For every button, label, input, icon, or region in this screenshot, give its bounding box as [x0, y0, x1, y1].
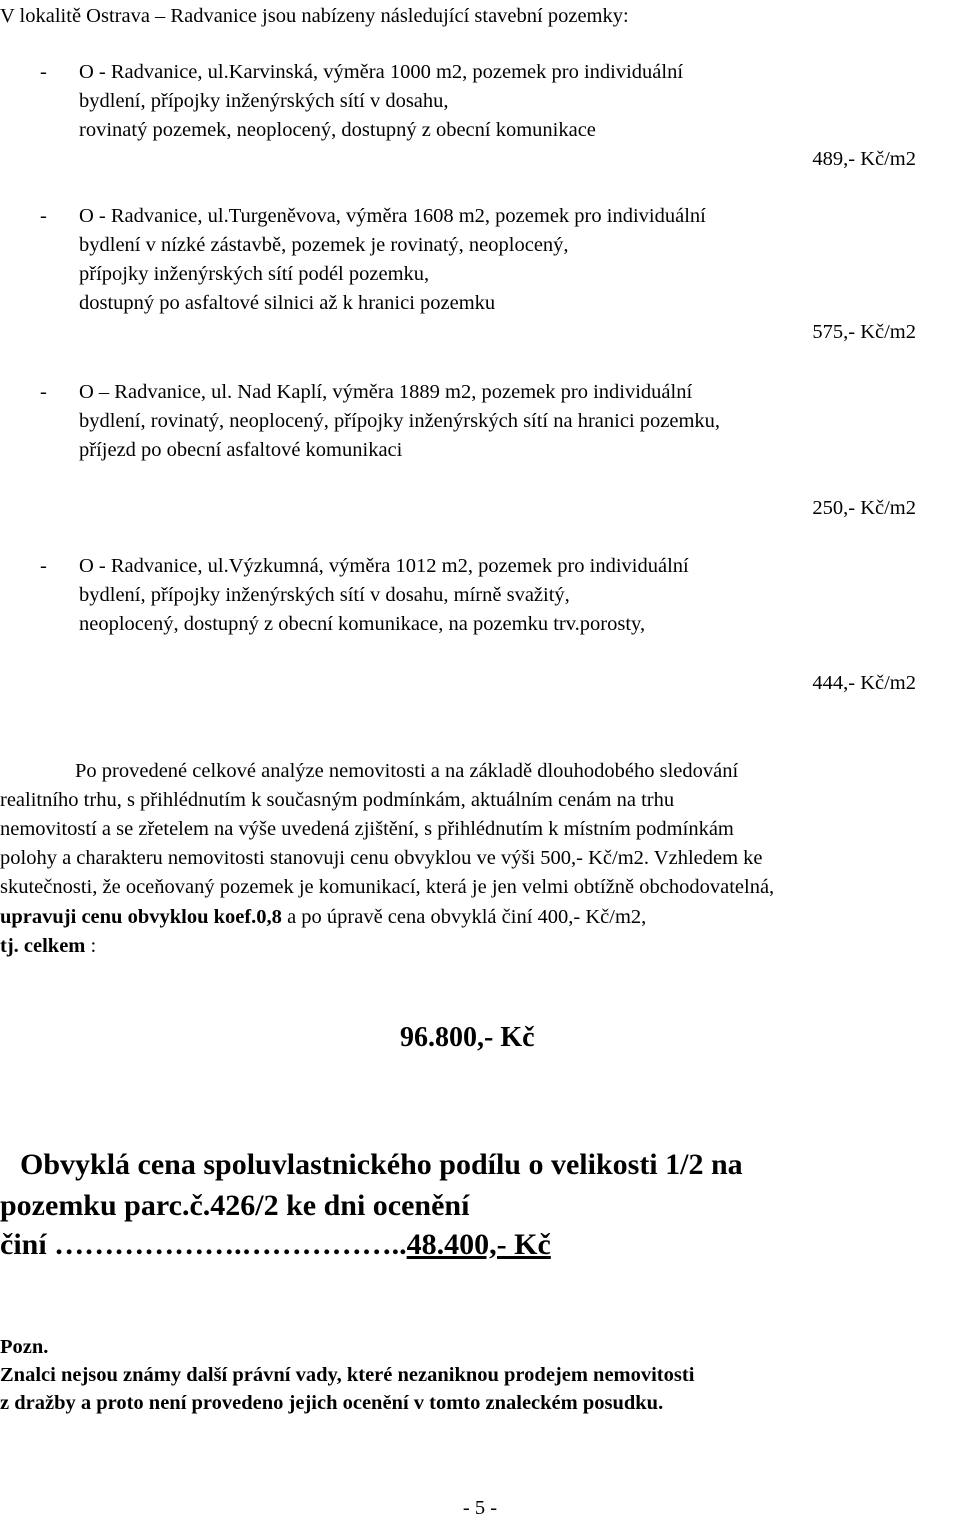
item-line: bydlení, přípojky inženýrských sítí v dosahu, — [79, 90, 449, 112]
note-line: Znalci nejsou známy další právní vady, které nezaniknou prodejem nemovitosti — [0, 1364, 695, 1386]
item-price: 250,- Kč/m2 — [812, 497, 916, 519]
analysis-line: skutečnosti, že oceňovaný pozemek je komunikací, která je jen velmi obtížně obchodovatelná, — [0, 876, 775, 898]
item-line: rovinatý pozemek, neoplocený, dostupný z obecní komunikace — [79, 119, 596, 141]
item-line: bydlení, rovinatý, neoplocený, přípojky inženýrských sítí na hranici pozemku, — [79, 410, 721, 432]
share-value: 48.400,- Kč — [406, 1228, 551, 1261]
note-label: Pozn. — [0, 1336, 49, 1358]
analysis-line: polohy a charakteru nemovitosti stanovuji cenu obvyklou ve výši 500,- Kč/m2. Vzhledem ke — [0, 847, 763, 869]
coefficient-text: upravuji cenu obvyklou koef.0,8 — [0, 906, 282, 928]
note-line: z dražby a proto není provedeno jejich ocenění v tomto znaleckém posudku. — [0, 1392, 664, 1414]
list-dash: - — [40, 205, 47, 227]
item-line: příjezd po obecní asfaltové komunikaci — [79, 439, 403, 461]
item-line: bydlení, přípojky inženýrských sítí v dosahu, mírně svažitý, — [79, 584, 570, 606]
list-dash: - — [40, 555, 47, 577]
share-prefix: činí — [0, 1228, 55, 1261]
item-line: O - Radvanice, ul.Karvinská, výměra 1000 m2, pozemek pro individuální — [79, 61, 684, 83]
analysis-line — [0, 905, 646, 929]
share-line: Obvyklá cena spoluvlastnického podílu o velikosti 1/2 na — [20, 1148, 743, 1181]
item-line: O - Radvanice, ul.Turgeněvova, výměra 1608 m2, pozemek pro individuální — [79, 205, 706, 227]
item-price: 444,- Kč/m2 — [812, 672, 916, 694]
item-line: přípojky inženýrských sítí podél pozemku, — [79, 263, 430, 285]
analysis-line: realitního trhu, s přihlédnutím k současným podmínkám, aktuálním cenám na trhu — [0, 789, 675, 811]
total-value: 96.800,- Kč — [400, 1022, 535, 1053]
analysis-line: nemovitostí a se zřetelem na výše uvedená zjištění, s přihlédnutím k místním podmínkám — [0, 818, 734, 840]
share-line: pozemku parc.č.426/2 ke dni ocenění — [0, 1189, 470, 1222]
list-dash: - — [40, 381, 47, 403]
item-line: O - Radvanice, ul.Výzkumná, výměra 1012 m2, pozemek pro individuální — [79, 555, 689, 577]
item-price: 489,- Kč/m2 — [812, 148, 916, 170]
intro-text: V lokalitě Ostrava – Radvanice jsou nabízeny následující stavební pozemky: — [0, 5, 629, 27]
total-label — [0, 934, 96, 958]
item-line: dostupný po asfaltové silnici až k hranici pozemku — [79, 292, 496, 314]
share-dots: ……………….…………….. — [54, 1228, 407, 1261]
adjusted-price-text: a po úpravě cena obvyklá činí 400,- Kč/m2, — [281, 906, 647, 928]
analysis-line: Po provedené celkové analýze nemovitosti a na základě dlouhodobého sledování — [75, 760, 739, 782]
item-line: bydlení v nízké zástavbě, pozemek je rovinatý, neoplocený, — [79, 234, 569, 256]
total-label-colon: : — [85, 935, 97, 957]
share-line — [0, 1227, 551, 1263]
page-number: - 5 - — [462, 1497, 498, 1519]
total-label-bold: tj. celkem — [0, 935, 86, 957]
list-dash: - — [40, 61, 47, 83]
item-price: 575,- Kč/m2 — [812, 321, 916, 343]
item-line: neoplocený, dostupný z obecní komunikace, na pozemku trv.porosty, — [79, 613, 646, 635]
item-line: O – Radvanice, ul. Nad Kaplí, výměra 1889 m2, pozemek pro individuální — [79, 381, 693, 403]
